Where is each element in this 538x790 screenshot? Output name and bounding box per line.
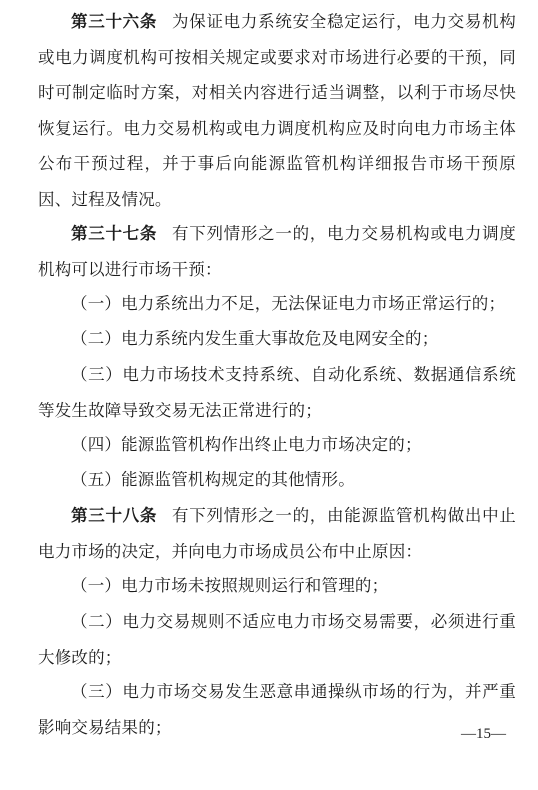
article-38 xyxy=(38,498,516,569)
article-37-heading: 第三十七条 xyxy=(71,224,158,243)
article-36-heading: 第三十六条 xyxy=(71,12,158,31)
article-38-item-2: （二）电力交易规则不适应电力市场交易需要，必须进行重大修改的； xyxy=(38,612,516,667)
article-36 xyxy=(38,4,516,217)
article-36-text: 为保证电力系统安全稳定运行，电力交易机构或电力调度机构可按相关规定或要求对市场进行必要的干预，同时可制定临时方案，对相关内容进行适当调整，以利于市场尽快恢复运行。电力交易机构或电力调度机构应及时向电力市场主体公布干预过程，并于事后向能源监管机构详细报告市场干预原因、过程及情况。 xyxy=(38,12,517,209)
article-37-item-5: （五）能源监管机构规定的其他情形。 xyxy=(71,470,355,489)
article-37-item-3: （三）电力市场技术支持系统、自动化系统、数据通信系统等发生故障导致交易无法正常进行的； xyxy=(38,365,516,420)
article-37-text: 有下列情形之一的，电力交易机构或电力调度机构可以进行市场干预： xyxy=(38,224,517,279)
article-37 xyxy=(38,216,516,287)
article-38-heading: 第三十八条 xyxy=(71,506,158,525)
article-37-item-2: （二）电力系统内发生重大事故危及电网安全的； xyxy=(71,329,439,348)
article-38-text: 有下列情形之一的，由能源监管机构做出中止电力市场的决定，并向电力市场成员公布中止原因： xyxy=(38,506,517,561)
page-number: —15— xyxy=(461,726,506,742)
article-38-item-3: （三）电力市场交易发生恶意串通操纵市场的行为，并严重影响交易结果的； xyxy=(38,682,516,737)
article-37-item-1: （一）电力系统出力不足，无法保证电力市场正常运行的； xyxy=(71,294,506,313)
article-38-item-1: （一）电力市场未按照规则运行和管理的； xyxy=(71,576,389,595)
article-37-item-4: （四）能源监管机构作出终止电力市场决定的； xyxy=(71,435,422,454)
